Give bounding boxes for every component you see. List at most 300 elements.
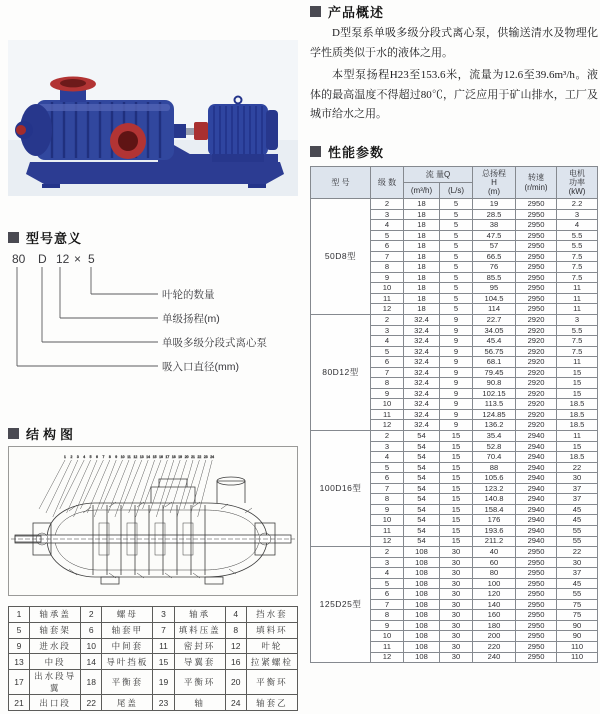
callout-number: 21 xyxy=(191,455,195,459)
performance-cell: 32.4 xyxy=(404,420,440,431)
pump-cross-section-drawing xyxy=(9,447,297,595)
pump-photo-illustration xyxy=(8,40,298,196)
overview-paragraph-2: 本型泵扬程H23至153.6米，流量为12.6至39.6m³/h。液体的最高温度不得超过80℃，广泛应用于矿山排水，工厂及城市给水之用。 xyxy=(310,69,598,121)
performance-cell: 30 xyxy=(557,473,598,484)
callout-number: 3 xyxy=(76,455,79,459)
part-name: 平衡套 xyxy=(102,670,153,695)
performance-cell: 2920 xyxy=(516,367,557,378)
part-number: 23 xyxy=(153,695,174,711)
performance-cell: 2950 xyxy=(516,241,557,252)
performance-cell: 200 xyxy=(473,631,516,642)
performance-title: 性能参数 xyxy=(328,145,385,160)
performance-cell: 4 xyxy=(371,568,404,579)
parts-row xyxy=(9,654,298,670)
section-bullet-icon xyxy=(8,232,19,243)
part-name: 填料压盖 xyxy=(174,622,225,638)
performance-cell: 8 xyxy=(371,262,404,273)
part-name: 轴承盖 xyxy=(30,607,81,623)
performance-cell: 5 xyxy=(440,283,473,294)
callout-number: 10 xyxy=(120,455,125,459)
performance-cell: 55 xyxy=(557,536,598,547)
col-header-flow: 流 量Q xyxy=(404,167,473,183)
performance-cell: 15 xyxy=(557,378,598,389)
performance-cell: 45 xyxy=(557,578,598,589)
performance-cell: 158.4 xyxy=(473,504,516,515)
performance-cell: 2920 xyxy=(516,388,557,399)
performance-cell: 102.15 xyxy=(473,388,516,399)
performance-cell: 7 xyxy=(371,599,404,610)
performance-cell: 11 xyxy=(371,409,404,420)
performance-cell: 7 xyxy=(371,251,404,262)
structure-diagram-box xyxy=(8,446,298,596)
performance-cell: 22 xyxy=(557,547,598,558)
performance-cell: 4 xyxy=(371,336,404,347)
performance-cell: 180 xyxy=(473,620,516,631)
callout-number: 8 xyxy=(108,455,111,459)
performance-cell: 9 xyxy=(440,388,473,399)
model-code-times: × xyxy=(74,252,82,266)
part-number: 21 xyxy=(9,695,30,711)
performance-cell: 11 xyxy=(557,357,598,368)
performance-row xyxy=(311,431,598,442)
performance-cell: 7.5 xyxy=(557,346,598,357)
performance-cell: 18 xyxy=(404,241,440,252)
performance-cell: 2940 xyxy=(516,462,557,473)
performance-cell: 108 xyxy=(404,652,440,663)
performance-cell: 6 xyxy=(371,589,404,600)
performance-cell: 15 xyxy=(440,536,473,547)
performance-cell: 2950 xyxy=(516,589,557,600)
performance-cell: 85.5 xyxy=(473,272,516,283)
performance-cell: 11 xyxy=(557,431,598,442)
performance-cell: 2950 xyxy=(516,209,557,220)
performance-cell: 2950 xyxy=(516,547,557,558)
performance-cell: 5 xyxy=(440,230,473,241)
performance-cell: 15 xyxy=(440,441,473,452)
part-name: 出口段 xyxy=(30,695,81,711)
performance-cell: 30 xyxy=(440,631,473,642)
left-column xyxy=(8,0,300,714)
callout-number: 2 xyxy=(70,455,73,459)
performance-cell: 70.4 xyxy=(473,452,516,463)
performance-cell: 18 xyxy=(404,199,440,210)
performance-cell: 2950 xyxy=(516,631,557,642)
part-number: 14 xyxy=(81,654,102,670)
model-code-12: 12 xyxy=(56,252,70,266)
performance-cell: 2 xyxy=(371,547,404,558)
performance-cell: 2 xyxy=(371,431,404,442)
part-number: 17 xyxy=(9,670,30,695)
performance-cell: 9 xyxy=(440,315,473,326)
part-name: 叶轮 xyxy=(246,638,297,654)
performance-cell: 32.4 xyxy=(404,325,440,336)
performance-cell: 5 xyxy=(440,293,473,304)
performance-cell: 15 xyxy=(440,483,473,494)
performance-cell: 54 xyxy=(404,483,440,494)
col-header-head: 总扬程 H (m) xyxy=(473,167,516,199)
part-number: 2 xyxy=(81,607,102,623)
performance-cell: 2940 xyxy=(516,431,557,442)
performance-cell: 55 xyxy=(557,589,598,600)
part-name: 螺母 xyxy=(102,607,153,623)
performance-cell: 45 xyxy=(557,515,598,526)
performance-cell: 34.05 xyxy=(473,325,516,336)
performance-cell: 2950 xyxy=(516,620,557,631)
performance-cell: 9 xyxy=(440,409,473,420)
performance-cell: 18 xyxy=(404,251,440,262)
performance-cell: 18 xyxy=(404,304,440,315)
performance-cell: 176 xyxy=(473,515,516,526)
part-name: 轴套架 xyxy=(30,622,81,638)
callout-number: 22 xyxy=(197,455,202,459)
performance-cell: 9 xyxy=(440,367,473,378)
performance-cell: 105.6 xyxy=(473,473,516,484)
performance-cell: 7.5 xyxy=(557,336,598,347)
performance-cell: 32.4 xyxy=(404,315,440,326)
performance-cell: 28.5 xyxy=(473,209,516,220)
callout-number: 23 xyxy=(203,455,208,459)
callout-number: 18 xyxy=(171,455,176,459)
performance-cell: 5 xyxy=(440,262,473,273)
performance-cell: 30 xyxy=(440,589,473,600)
performance-cell: 3 xyxy=(557,315,598,326)
performance-cell: 2 xyxy=(371,315,404,326)
performance-cell: 11 xyxy=(371,293,404,304)
part-number: 15 xyxy=(153,654,174,670)
performance-cell: 30 xyxy=(440,652,473,663)
part-number: 1 xyxy=(9,607,30,623)
callout-number: 13 xyxy=(139,455,144,459)
performance-row xyxy=(311,315,598,326)
performance-cell: 9 xyxy=(371,388,404,399)
performance-cell: 12 xyxy=(371,652,404,663)
part-name: 平衡环 xyxy=(246,670,297,695)
performance-cell: 76 xyxy=(473,262,516,273)
performance-cell: 11 xyxy=(557,283,598,294)
performance-cell: 9 xyxy=(371,272,404,283)
performance-cell: 15 xyxy=(440,515,473,526)
callout-number: 19 xyxy=(178,455,183,459)
performance-cell: 3 xyxy=(371,325,404,336)
performance-cell: 3 xyxy=(371,209,404,220)
part-name: 填料环 xyxy=(246,622,297,638)
performance-cell: 15 xyxy=(440,525,473,536)
performance-cell: 11 xyxy=(371,525,404,536)
performance-cell: 9 xyxy=(440,325,473,336)
performance-cell: 9 xyxy=(440,346,473,357)
performance-cell: 75 xyxy=(557,599,598,610)
performance-cell: 240 xyxy=(473,652,516,663)
performance-cell: 9 xyxy=(440,357,473,368)
performance-cell: 2940 xyxy=(516,473,557,484)
performance-cell: 54 xyxy=(404,504,440,515)
part-number: 5 xyxy=(9,622,30,638)
performance-cell: 2950 xyxy=(516,230,557,241)
performance-cell: 55 xyxy=(557,525,598,536)
part-number: 20 xyxy=(225,670,246,695)
structure-title: 结构图 xyxy=(26,427,78,442)
performance-cell: 7.5 xyxy=(557,251,598,262)
callout-number: 24 xyxy=(210,455,215,459)
performance-cell: 2940 xyxy=(516,452,557,463)
performance-cell: 52.8 xyxy=(473,441,516,452)
performance-cell: 211.2 xyxy=(473,536,516,547)
overview-paragraph-1: D型泵系单吸多级分段式离心泵，供输送清水及物理化学性质类似于水的液体之用。 xyxy=(310,27,598,59)
performance-cell: 18.5 xyxy=(557,452,598,463)
performance-cell: 108 xyxy=(404,610,440,621)
performance-cell: 2 xyxy=(371,199,404,210)
performance-cell: 7 xyxy=(371,483,404,494)
performance-cell: 108 xyxy=(404,599,440,610)
performance-cell: 108 xyxy=(404,547,440,558)
part-number: 4 xyxy=(225,607,246,623)
performance-cell: 110 xyxy=(557,641,598,652)
performance-cell: 45 xyxy=(557,504,598,515)
model-group-cell: 80D12型 xyxy=(311,315,371,431)
performance-cell: 108 xyxy=(404,557,440,568)
part-name: 平衡环 xyxy=(174,670,225,695)
performance-cell: 5 xyxy=(371,346,404,357)
label-suction-diameter: 吸入口直径(mm) xyxy=(162,361,239,373)
performance-cell: 37 xyxy=(557,483,598,494)
performance-cell: 32.4 xyxy=(404,367,440,378)
performance-cell: 32.4 xyxy=(404,378,440,389)
col-header-speed: 转速 (r/min) xyxy=(516,167,557,199)
performance-cell: 136.2 xyxy=(473,420,516,431)
part-number: 13 xyxy=(9,654,30,670)
part-number: 6 xyxy=(81,622,102,638)
performance-cell: 140.8 xyxy=(473,494,516,505)
performance-cell: 2950 xyxy=(516,557,557,568)
performance-cell: 5 xyxy=(440,251,473,262)
performance-cell: 2920 xyxy=(516,399,557,410)
performance-cell: 68.1 xyxy=(473,357,516,368)
part-name: 密封环 xyxy=(174,638,225,654)
performance-cell: 56.75 xyxy=(473,346,516,357)
performance-cell: 22.7 xyxy=(473,315,516,326)
performance-cell: 2950 xyxy=(516,641,557,652)
performance-cell: 35.4 xyxy=(473,431,516,442)
callout-number: 5 xyxy=(89,455,92,459)
performance-cell: 5 xyxy=(440,241,473,252)
performance-cell: 88 xyxy=(473,462,516,473)
part-name: 中段 xyxy=(30,654,81,670)
performance-cell: 2950 xyxy=(516,304,557,315)
performance-cell: 54 xyxy=(404,525,440,536)
performance-cell: 2950 xyxy=(516,199,557,210)
performance-cell: 100 xyxy=(473,578,516,589)
part-number: 18 xyxy=(81,670,102,695)
performance-cell: 66.5 xyxy=(473,251,516,262)
col-header-flow-m3h: (m³/h) xyxy=(404,183,440,199)
performance-cell: 10 xyxy=(371,399,404,410)
performance-cell: 30 xyxy=(440,610,473,621)
performance-cell: 2940 xyxy=(516,525,557,536)
part-name: 轴套甲 xyxy=(102,622,153,638)
performance-cell: 9 xyxy=(440,336,473,347)
performance-cell: 19 xyxy=(473,199,516,210)
performance-cell: 7.5 xyxy=(557,262,598,273)
callout-number: 14 xyxy=(146,455,151,459)
parts-row xyxy=(9,638,298,654)
performance-cell: 9 xyxy=(371,620,404,631)
performance-cell: 47.5 xyxy=(473,230,516,241)
performance-cell: 6 xyxy=(371,473,404,484)
performance-cell: 2950 xyxy=(516,599,557,610)
section-bullet-icon xyxy=(8,428,19,439)
performance-cell: 54 xyxy=(404,473,440,484)
part-number: 11 xyxy=(153,638,174,654)
performance-cell: 2950 xyxy=(516,568,557,579)
col-header-stages: 级 数 xyxy=(371,167,404,199)
performance-cell: 18 xyxy=(404,220,440,231)
performance-cell: 8 xyxy=(371,610,404,621)
performance-cell: 12 xyxy=(371,536,404,547)
performance-cell: 18 xyxy=(404,230,440,241)
performance-cell: 9 xyxy=(371,504,404,515)
part-name: 出水段导翼 xyxy=(30,670,81,695)
performance-cell: 15 xyxy=(440,494,473,505)
performance-cell: 11 xyxy=(557,293,598,304)
performance-cell: 5 xyxy=(371,462,404,473)
col-header-power: 电机 功率 (kW) xyxy=(557,167,598,199)
performance-cell: 10 xyxy=(371,631,404,642)
performance-cell: 2950 xyxy=(516,293,557,304)
performance-cell: 108 xyxy=(404,568,440,579)
performance-cell: 5.5 xyxy=(557,325,598,336)
performance-cell: 18.5 xyxy=(557,420,598,431)
performance-cell: 108 xyxy=(404,641,440,652)
performance-cell: 5 xyxy=(440,220,473,231)
performance-cell: 95 xyxy=(473,283,516,294)
performance-cell: 7.5 xyxy=(557,272,598,283)
performance-cell: 57 xyxy=(473,241,516,252)
product-overview-section xyxy=(310,2,598,125)
performance-cell: 30 xyxy=(440,547,473,558)
performance-cell: 193.6 xyxy=(473,525,516,536)
performance-cell: 160 xyxy=(473,610,516,621)
performance-cell: 3 xyxy=(371,441,404,452)
performance-cell: 80 xyxy=(473,568,516,579)
model-code-D: D xyxy=(38,252,47,266)
section-header-performance xyxy=(310,142,598,161)
performance-cell: 10 xyxy=(371,515,404,526)
performance-table-header xyxy=(311,167,598,199)
overview-title: 产品概述 xyxy=(328,5,385,20)
performance-cell: 8 xyxy=(371,494,404,505)
part-name: 拉紧螺栓 xyxy=(246,654,297,670)
performance-cell: 5 xyxy=(440,209,473,220)
callout-number: 17 xyxy=(165,455,170,459)
performance-cell: 140 xyxy=(473,599,516,610)
performance-cell: 5.5 xyxy=(557,241,598,252)
callout-number: 11 xyxy=(127,455,131,459)
section-header-structure xyxy=(8,424,77,443)
performance-cell: 54 xyxy=(404,441,440,452)
performance-cell: 7 xyxy=(371,367,404,378)
model-code-5: 5 xyxy=(88,252,95,266)
performance-cell: 2940 xyxy=(516,504,557,515)
performance-cell: 2950 xyxy=(516,578,557,589)
callout-number: 12 xyxy=(133,455,138,459)
model-group-cell: 100D16型 xyxy=(311,431,371,547)
performance-cell: 2920 xyxy=(516,409,557,420)
callout-number: 16 xyxy=(159,455,163,459)
performance-cell: 18 xyxy=(404,262,440,273)
performance-cell: 4 xyxy=(371,452,404,463)
parts-row xyxy=(9,670,298,695)
performance-cell: 22 xyxy=(557,462,598,473)
part-number: 16 xyxy=(225,654,246,670)
part-name: 轴 xyxy=(174,695,225,711)
performance-cell: 6 xyxy=(371,241,404,252)
performance-cell: 15 xyxy=(440,431,473,442)
callout-number: 4 xyxy=(83,455,86,459)
performance-cell: 30 xyxy=(440,620,473,631)
performance-cell: 2950 xyxy=(516,220,557,231)
section-bullet-icon xyxy=(310,6,321,17)
part-name: 中间套 xyxy=(102,638,153,654)
performance-cell: 8 xyxy=(371,378,404,389)
performance-cell: 2920 xyxy=(516,378,557,389)
performance-cell: 113.5 xyxy=(473,399,516,410)
part-name: 导翼套 xyxy=(174,654,225,670)
performance-cell: 2920 xyxy=(516,315,557,326)
performance-cell: 15 xyxy=(557,388,598,399)
performance-cell: 15 xyxy=(440,462,473,473)
label-pump-type: 单吸多级分段式离心泵 xyxy=(162,337,267,349)
performance-cell: 3 xyxy=(371,557,404,568)
performance-cell: 108 xyxy=(404,631,440,642)
performance-cell: 5 xyxy=(440,272,473,283)
parts-row xyxy=(9,622,298,638)
performance-cell: 30 xyxy=(440,578,473,589)
performance-cell: 75 xyxy=(557,610,598,621)
part-name: 导叶挡板 xyxy=(102,654,153,670)
label-impeller-count: 叶轮的数量 xyxy=(162,289,215,301)
performance-cell: 114 xyxy=(473,304,516,315)
model-meaning-title: 型号意义 xyxy=(26,231,83,246)
part-number: 19 xyxy=(153,670,174,695)
performance-cell: 5 xyxy=(440,304,473,315)
performance-cell: 104.5 xyxy=(473,293,516,304)
part-name: 轴承 xyxy=(174,607,225,623)
performance-cell: 2940 xyxy=(516,441,557,452)
performance-cell: 6 xyxy=(371,357,404,368)
performance-cell: 30 xyxy=(557,557,598,568)
performance-cell: 54 xyxy=(404,536,440,547)
performance-cell: 9 xyxy=(440,420,473,431)
performance-cell: 2950 xyxy=(516,610,557,621)
part-number: 8 xyxy=(225,622,246,638)
performance-cell: 2940 xyxy=(516,494,557,505)
performance-cell: 30 xyxy=(440,557,473,568)
performance-cell: 12 xyxy=(371,420,404,431)
performance-cell: 123.2 xyxy=(473,483,516,494)
performance-cell: 2940 xyxy=(516,483,557,494)
performance-cell: 15 xyxy=(440,452,473,463)
performance-cell: 32.4 xyxy=(404,346,440,357)
performance-row xyxy=(311,547,598,558)
performance-cell: 9 xyxy=(440,378,473,389)
right-column xyxy=(310,0,598,714)
performance-cell: 220 xyxy=(473,641,516,652)
part-number: 12 xyxy=(225,638,246,654)
performance-cell: 30 xyxy=(440,568,473,579)
section-bullet-icon xyxy=(310,146,321,157)
performance-row xyxy=(311,199,598,210)
callout-number: 15 xyxy=(152,455,157,459)
